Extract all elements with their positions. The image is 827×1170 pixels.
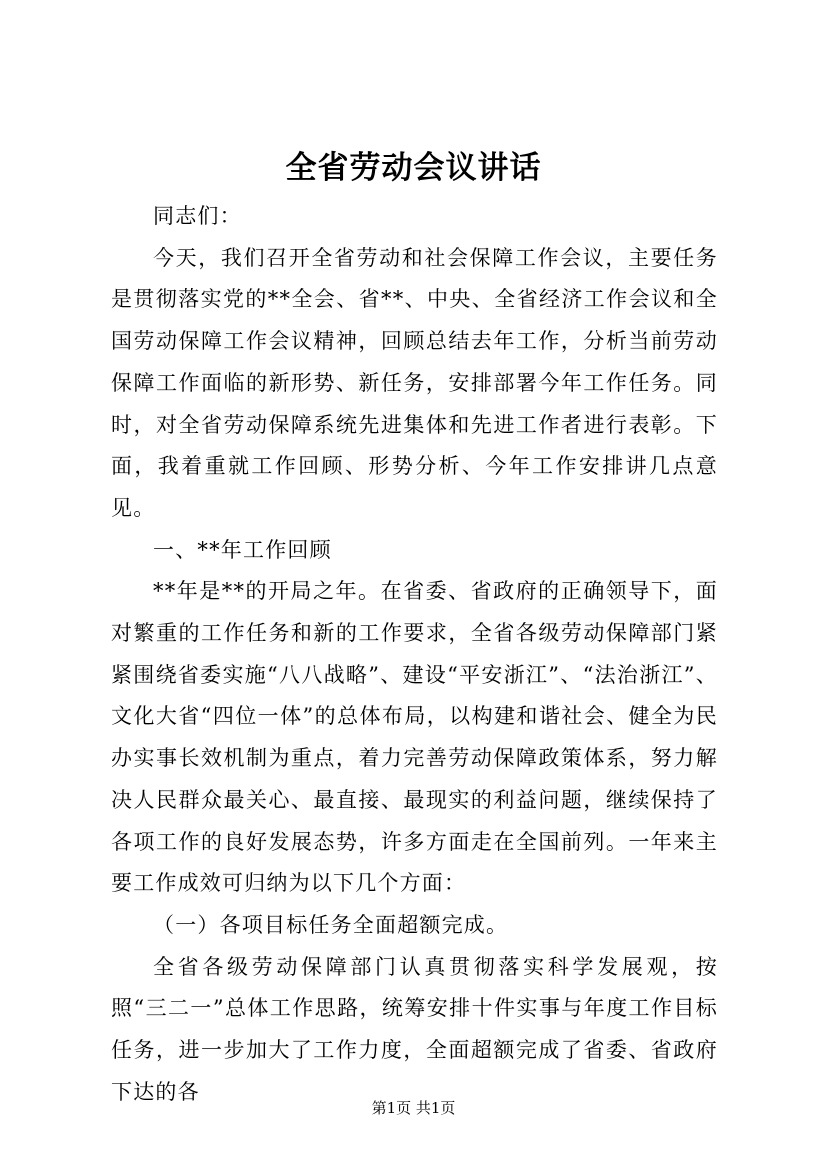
salutation: 同志们： xyxy=(153,204,242,228)
section-heading: 一、**年工作回顾 xyxy=(153,537,332,562)
document-title: 全省劳动会议讲话 xyxy=(285,150,542,186)
subsection-heading: （一）各项目标任务全面超额完成。 xyxy=(153,912,509,937)
paragraph-targets: 全省各级劳动保障部门认真贯彻落实科学发展观，按照“三二一”总体工作思路，统筹安排十件实事与年度工作目标任务，进一步加大了工作力度，全面超额完成了省委、省政府下达的各 xyxy=(111,954,718,1104)
paragraph-intro: 今天，我们召开全省劳动和社会保障工作会议，主要任务是贯彻落实党的**全会、省**、中央、全省经济工作会议和全国劳动保障工作会议精神，回顾总结去年工作，分析当前劳动保障工作面临的新形势、新任务，安排部署今年工作任务。同时，对全省劳动保障系统先进集体和先进工作者进行表彰。下面，我着重就工作回顾、形势分析、今年工作安排讲几点意见。 xyxy=(111,245,718,520)
paragraph-review: **年是**的开局之年。在省委、省政府的正确领导下，面对繁重的工作任务和新的工作要求，全省各级劳动保障部门紧紧围绕省委实施“八八战略”、建设“平安浙江”、“法治浙江”、文化大省“四位一体”的总体布局，以构建和谐社会、健全为民办实事长效机制为重点，着力完善劳动保障政策体系，努力解决人民群众最关心、最直接、最现实的利益问题，继续保持了各项工作的良好发展态势，许多方面走在全国前列。一年来主要工作成效可归纳为以下几个方面： xyxy=(111,579,718,896)
page-number-footer: 第1页 共1页 xyxy=(371,1099,456,1117)
document-body xyxy=(111,196,718,1113)
